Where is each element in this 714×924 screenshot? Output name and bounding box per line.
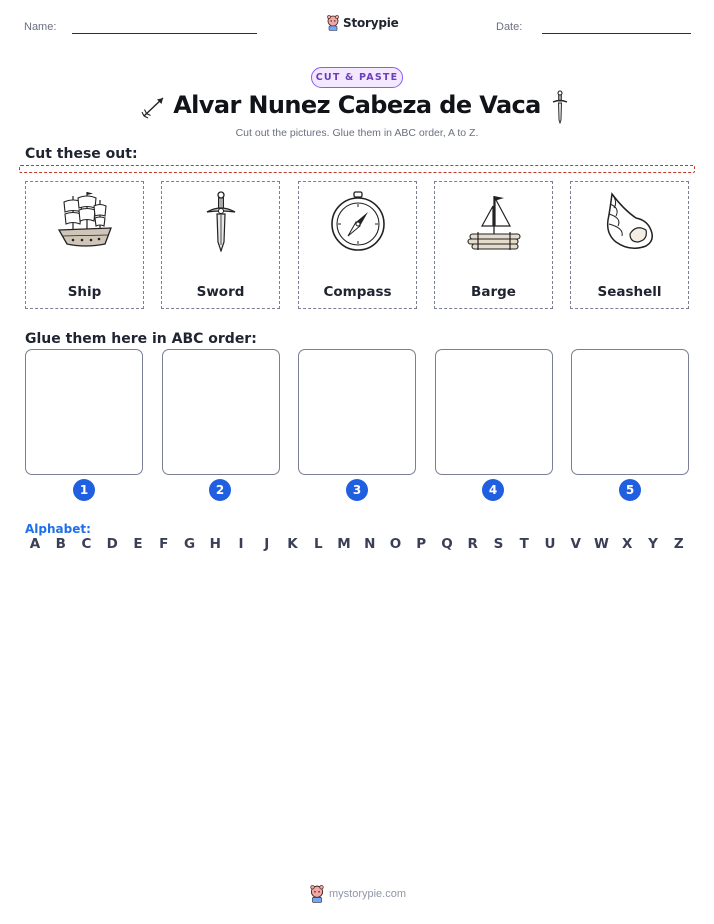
alphabet-letter: F	[159, 536, 169, 552]
alphabet-letter: V	[570, 536, 581, 552]
cut-card-label: Sword	[196, 284, 245, 300]
storypie-mascot-icon	[309, 885, 325, 903]
name-label: Name:	[24, 21, 57, 33]
sword-icon	[549, 90, 571, 124]
alphabet-letter: D	[106, 536, 118, 552]
alphabet-letter: J	[264, 536, 270, 552]
alphabet-letter: T	[519, 536, 529, 552]
brand-name: Storypie	[343, 16, 399, 30]
alphabet-letter: I	[238, 536, 244, 552]
glue-box[interactable]	[571, 349, 689, 475]
name-line[interactable]	[72, 33, 257, 34]
cut-card-label: Seashell	[597, 284, 662, 300]
glue-box[interactable]	[25, 349, 143, 475]
ship-icon	[55, 190, 115, 252]
alphabet-letter: Q	[441, 536, 453, 552]
slot-number: 1	[73, 479, 95, 501]
slot-number: 5	[619, 479, 641, 501]
storypie-mascot-icon	[326, 15, 340, 31]
glue-box[interactable]	[162, 349, 280, 475]
page-title: Alvar Nunez Cabeza de Vaca	[173, 91, 541, 119]
alphabet-letter: K	[287, 536, 298, 552]
brand-logo	[326, 14, 399, 32]
date-line[interactable]	[542, 33, 691, 34]
alphabet-letter: P	[416, 536, 427, 552]
cut-card-label: Ship	[67, 284, 102, 300]
compass-icon	[328, 190, 388, 252]
cut-card[interactable]	[161, 181, 280, 309]
glue-box[interactable]	[298, 349, 416, 475]
alphabet-letter: O	[389, 536, 402, 552]
cut-card[interactable]	[570, 181, 689, 309]
raft-icon	[464, 190, 524, 252]
activity-badge: CUT & PASTE	[311, 67, 403, 88]
footer	[309, 885, 406, 903]
slot-number: 2	[209, 479, 231, 501]
alphabet-letter: N	[364, 536, 376, 552]
alphabet-letter: C	[81, 536, 92, 552]
alphabet-letter: B	[55, 536, 66, 552]
cut-card[interactable]	[25, 181, 144, 309]
alphabet-letter: M	[337, 536, 351, 552]
cut-card[interactable]	[434, 181, 553, 309]
alphabet-letter: G	[183, 536, 196, 552]
alphabet-letter: Y	[648, 536, 658, 552]
instructions: Cut out the pictures. Glue them in ABC order, A to Z.	[235, 127, 479, 139]
cut-card[interactable]	[298, 181, 417, 309]
alphabet-letter: L	[313, 536, 323, 552]
alphabet-row	[25, 536, 689, 552]
alphabet-letter: A	[29, 536, 41, 552]
alphabet-letter: S	[493, 536, 504, 552]
slot-number: 3	[346, 479, 368, 501]
glue-heading: Glue them here in ABC order:	[25, 331, 257, 347]
cut-card-label: Barge	[471, 284, 516, 300]
alphabet-heading: Alphabet:	[25, 522, 91, 536]
footer-site[interactable]: mystorypie.com	[329, 888, 407, 900]
alphabet-letter: H	[209, 536, 221, 552]
alphabet-letter: R	[467, 536, 478, 552]
date-label: Date:	[496, 21, 523, 33]
alphabet-letter: Z	[673, 536, 684, 552]
sword-icon	[191, 190, 251, 252]
alphabet-letter: W	[594, 536, 609, 552]
cut-line	[19, 165, 695, 173]
alphabet-letter: U	[544, 536, 556, 552]
glue-box[interactable]	[435, 349, 553, 475]
alphabet-letter: E	[133, 536, 143, 552]
cut-heading: Cut these out:	[25, 146, 138, 162]
seashell-icon	[600, 190, 660, 252]
slot-number: 4	[482, 479, 504, 501]
cut-card-label: Compass	[323, 284, 392, 300]
alphabet-letter: X	[622, 536, 633, 552]
